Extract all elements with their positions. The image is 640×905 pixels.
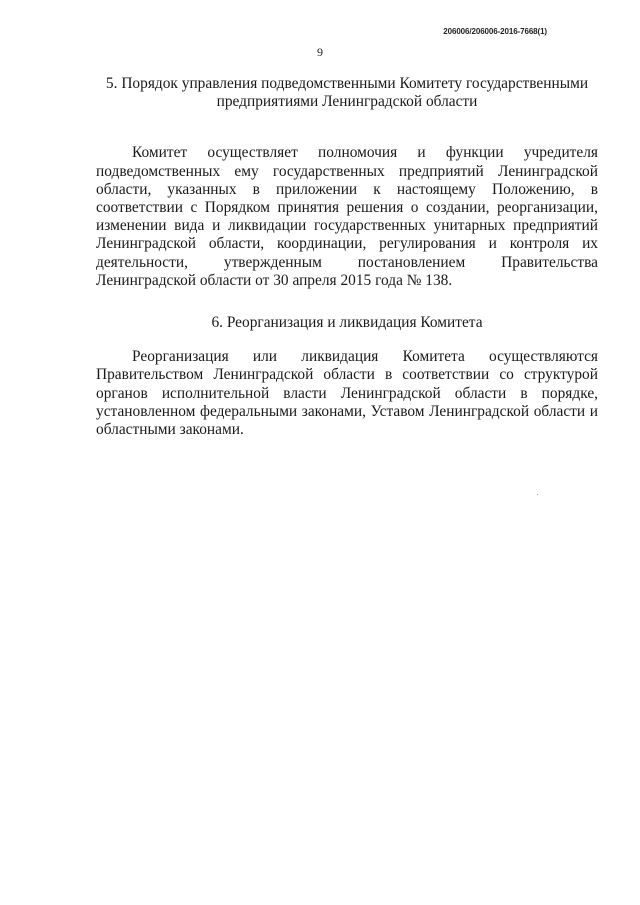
page-number: 9 [317, 45, 323, 59]
section-6-heading: 6. Реорганизация и ликвидация Комитета [211, 314, 483, 332]
scan-speck [537, 494, 538, 495]
document-body [96, 75, 598, 439]
section-5-paragraph: Комитет осуществляет полномочия и функции учредителя подведомственных ему государственных предприятий Ленинградской области, указанных в приложении к настоящему Положению, в соответствии с Порядком принятия решения о создании, реорганизации, изменении вида и ликвидации государственных унитарных предприятий Ленинградской области, координации, регулирования и контроля их деятельности, утвержденным постановлением Правительства Ленинградской области от 30 апреля 2015 года № 138. [96, 144, 598, 289]
section-5-heading: 5. Порядок управления подведомственными Комитету государственными предприятиями Ленинградской области [105, 75, 589, 111]
section-6-paragraph: Реорганизация или ликвидация Комитета осуществляются Правительством Ленинградской области в соответствии со структурой органов исполнительной власти Ленинградской области в порядке, установленном федеральными законами, Уставом Ленинградской области и областными законами. [96, 348, 598, 439]
document-code: 206006/206006-2016-7668(1) [443, 27, 547, 36]
